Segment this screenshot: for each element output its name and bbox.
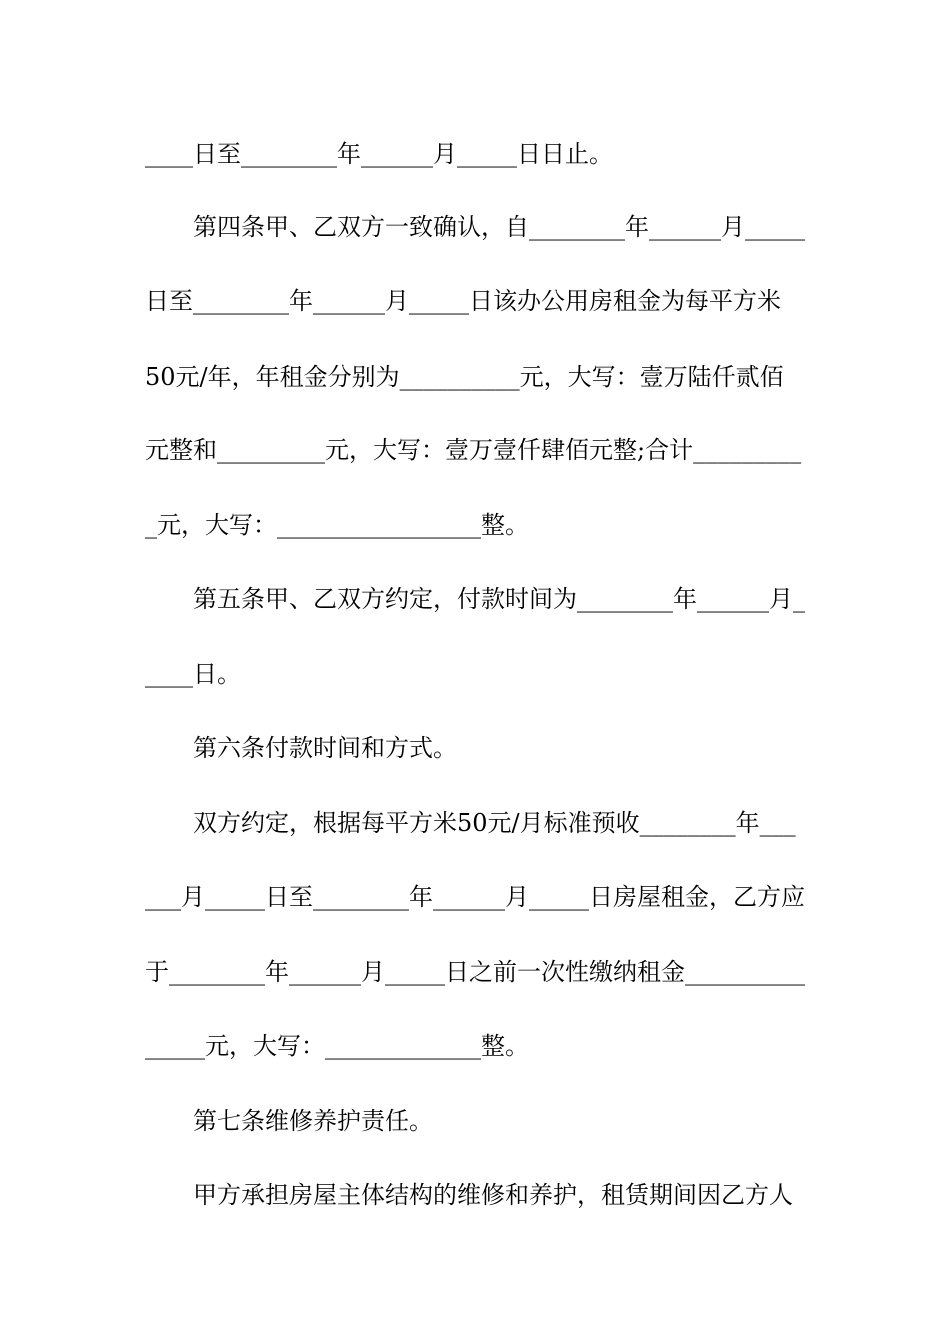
text-line-6: _元，大写：_________________整。: [145, 511, 529, 539]
text-line-14: 第七条维修养护责任。: [193, 1107, 433, 1135]
text-line-2: 第四条甲、乙双方一致确认，自________年______月_____: [193, 213, 805, 241]
text-line-13: _____元，大写：_____________整。: [145, 1032, 529, 1060]
text-line-11: ___月_____日至________年______月_____日房屋租金，乙方应: [145, 883, 805, 911]
text-line-7: 第五条甲、乙双方约定，付款时间为________年______月_: [193, 585, 805, 613]
text-line-15: 甲方承担房屋主体结构的维修和养护，租赁期间因乙方人: [193, 1181, 793, 1209]
text-line-9: 第六条付款时间和方式。: [193, 734, 457, 762]
text-line-5: 元整和_________元，大写：壹万壹仟肆佰元整;合计_________: [145, 436, 802, 464]
text-line-4: 50元/年，年租金分别为__________元，大写：壹万陆仟贰佰: [145, 363, 784, 391]
text-line-3: 日至________年______月_____日该办公用房租金为每平方米: [145, 287, 781, 315]
text-line-8: ____日。: [145, 660, 241, 688]
text-line-1: ____日至________年______月_____日日止。: [145, 140, 613, 168]
text-line-10: 双方约定，根据每平方米50元/月标准预收________年___: [193, 809, 796, 837]
text-line-12: 于________年______月_____日之前一次性缴纳租金__________: [145, 958, 805, 986]
